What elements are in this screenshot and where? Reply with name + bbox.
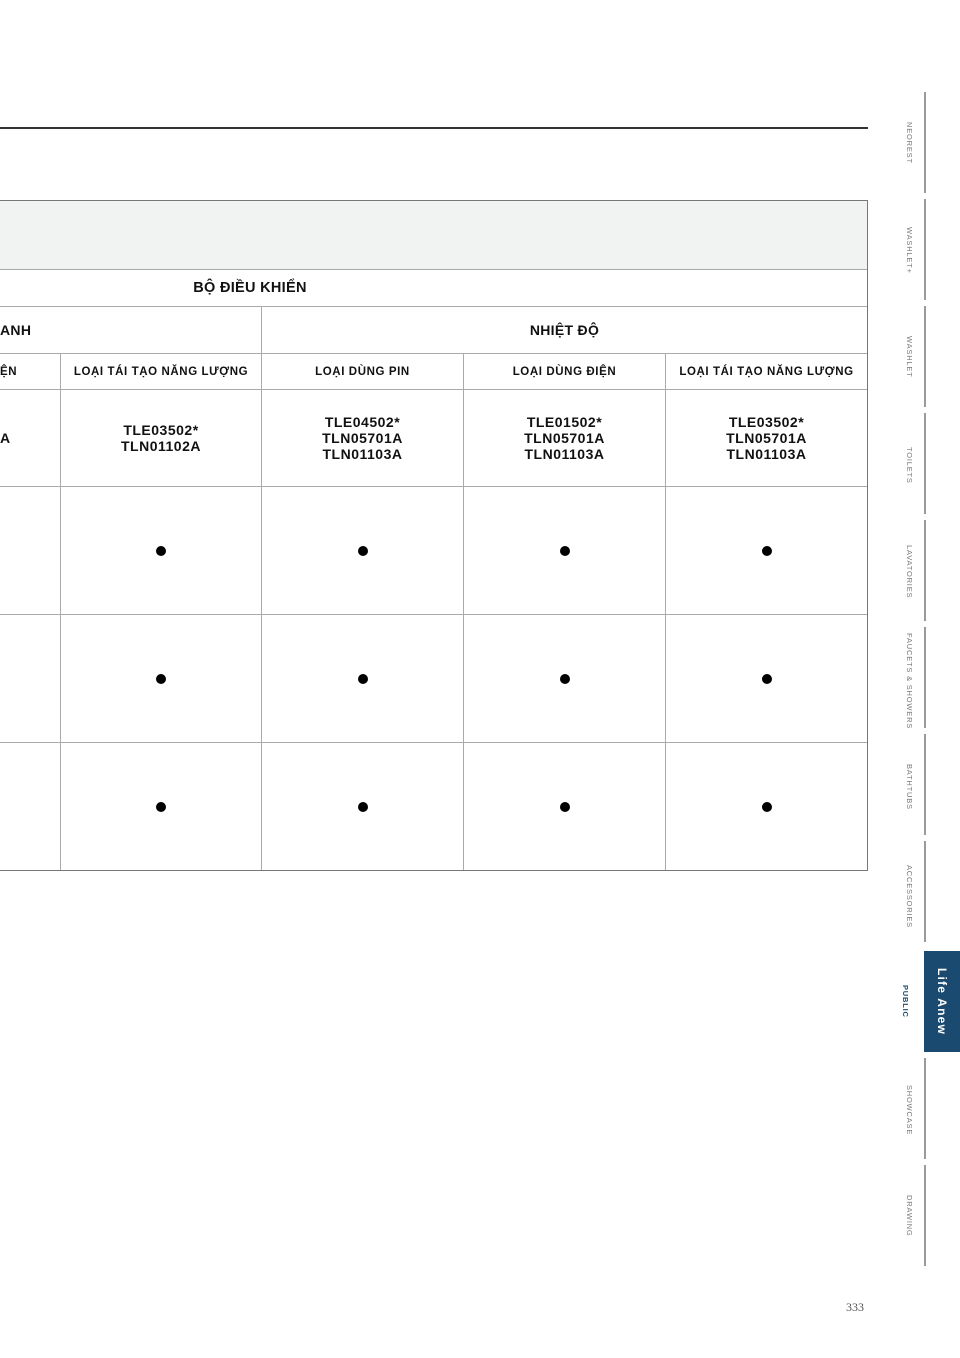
side-nav-faucets-showers[interactable]: FAUCETS & SHOWERS <box>905 633 914 730</box>
bullet-dot <box>358 546 368 556</box>
side-nav-bar <box>924 734 926 835</box>
side-nav-drawing[interactable]: DRAWING <box>905 1195 914 1237</box>
column-header: LOẠI TÁI TẠO NĂNG LƯỢNG <box>73 365 249 378</box>
table-cell <box>666 615 867 742</box>
side-nav-washlet-plus[interactable]: WASHLET+ <box>905 227 914 274</box>
table-cell <box>464 487 665 614</box>
side-nav-showcase[interactable]: SHOWCASE <box>905 1085 914 1136</box>
bullet-dot <box>358 674 368 684</box>
bullet-dot <box>560 674 570 684</box>
side-nav-bathtubs[interactable]: BATHTUBS <box>905 764 914 810</box>
side-nav-neorest[interactable]: NEOREST <box>905 122 914 164</box>
side-nav-public[interactable]: PUBLIC <box>901 985 910 1018</box>
column-header: LOẠI DÙNG ĐIỆN <box>512 365 617 378</box>
model-codes: TLE04502* TLN05701A TLN01103A <box>322 414 403 462</box>
bullet-dot <box>156 802 166 812</box>
side-nav-washlet[interactable]: WASHLET <box>905 336 914 378</box>
table-cell <box>464 743 665 870</box>
side-nav-accessories[interactable]: ACCESSORIES <box>905 865 914 928</box>
bullet-dot <box>762 674 772 684</box>
side-nav-bar <box>924 1165 926 1266</box>
column-header: ỆN <box>0 365 18 378</box>
bullet-dot <box>358 802 368 812</box>
bullet-dot <box>156 546 166 556</box>
bullet-dot <box>156 674 166 684</box>
active-tab-label: Life Anew <box>935 967 949 1036</box>
table-cell <box>61 743 261 870</box>
side-nav-bar <box>924 627 926 728</box>
side-nav-bar <box>924 199 926 300</box>
table-cell <box>262 743 463 870</box>
model-codes: TLE03502* TLN01102A <box>121 422 201 454</box>
side-nav-bar <box>924 841 926 942</box>
table-cell <box>262 615 463 742</box>
bullet-dot <box>762 802 772 812</box>
bullet-dot <box>560 802 570 812</box>
subgroup-right: NHIỆT ĐỘ <box>529 322 600 338</box>
table-cell <box>666 487 867 614</box>
table-cell <box>464 615 665 742</box>
page-number: 333 <box>846 1300 864 1314</box>
side-nav-bar <box>924 1058 926 1159</box>
side-nav-bar <box>924 413 926 514</box>
active-tab-life-anew[interactable] <box>924 951 960 1052</box>
table-cell <box>262 487 463 614</box>
side-nav-bar <box>924 306 926 407</box>
side-nav-bar <box>924 520 926 621</box>
model-codes: A <box>0 430 11 446</box>
side-nav-bar <box>924 92 926 193</box>
side-nav-toilets[interactable]: TOILETS <box>905 447 914 484</box>
top-rule <box>0 127 868 129</box>
column-header: LOẠI DÙNG PIN <box>315 365 410 378</box>
subgroup-left: ANH <box>0 322 32 338</box>
model-codes: TLE03502* TLN05701A TLN01103A <box>726 414 807 462</box>
bullet-dot <box>560 546 570 556</box>
table-cell <box>61 615 261 742</box>
side-nav-lavatories[interactable]: LAVATORIES <box>905 545 914 599</box>
model-codes: TLE01502* TLN05701A TLN01103A <box>524 414 605 462</box>
table-cell <box>61 487 261 614</box>
table-cell <box>666 743 867 870</box>
header-group: BỘ ĐIỀU KHIỂN <box>193 280 307 296</box>
column-header: LOẠI TÁI TẠO NĂNG LƯỢNG <box>679 365 854 378</box>
bullet-dot <box>762 546 772 556</box>
spec-table <box>0 200 868 871</box>
table-header-band <box>0 201 867 270</box>
